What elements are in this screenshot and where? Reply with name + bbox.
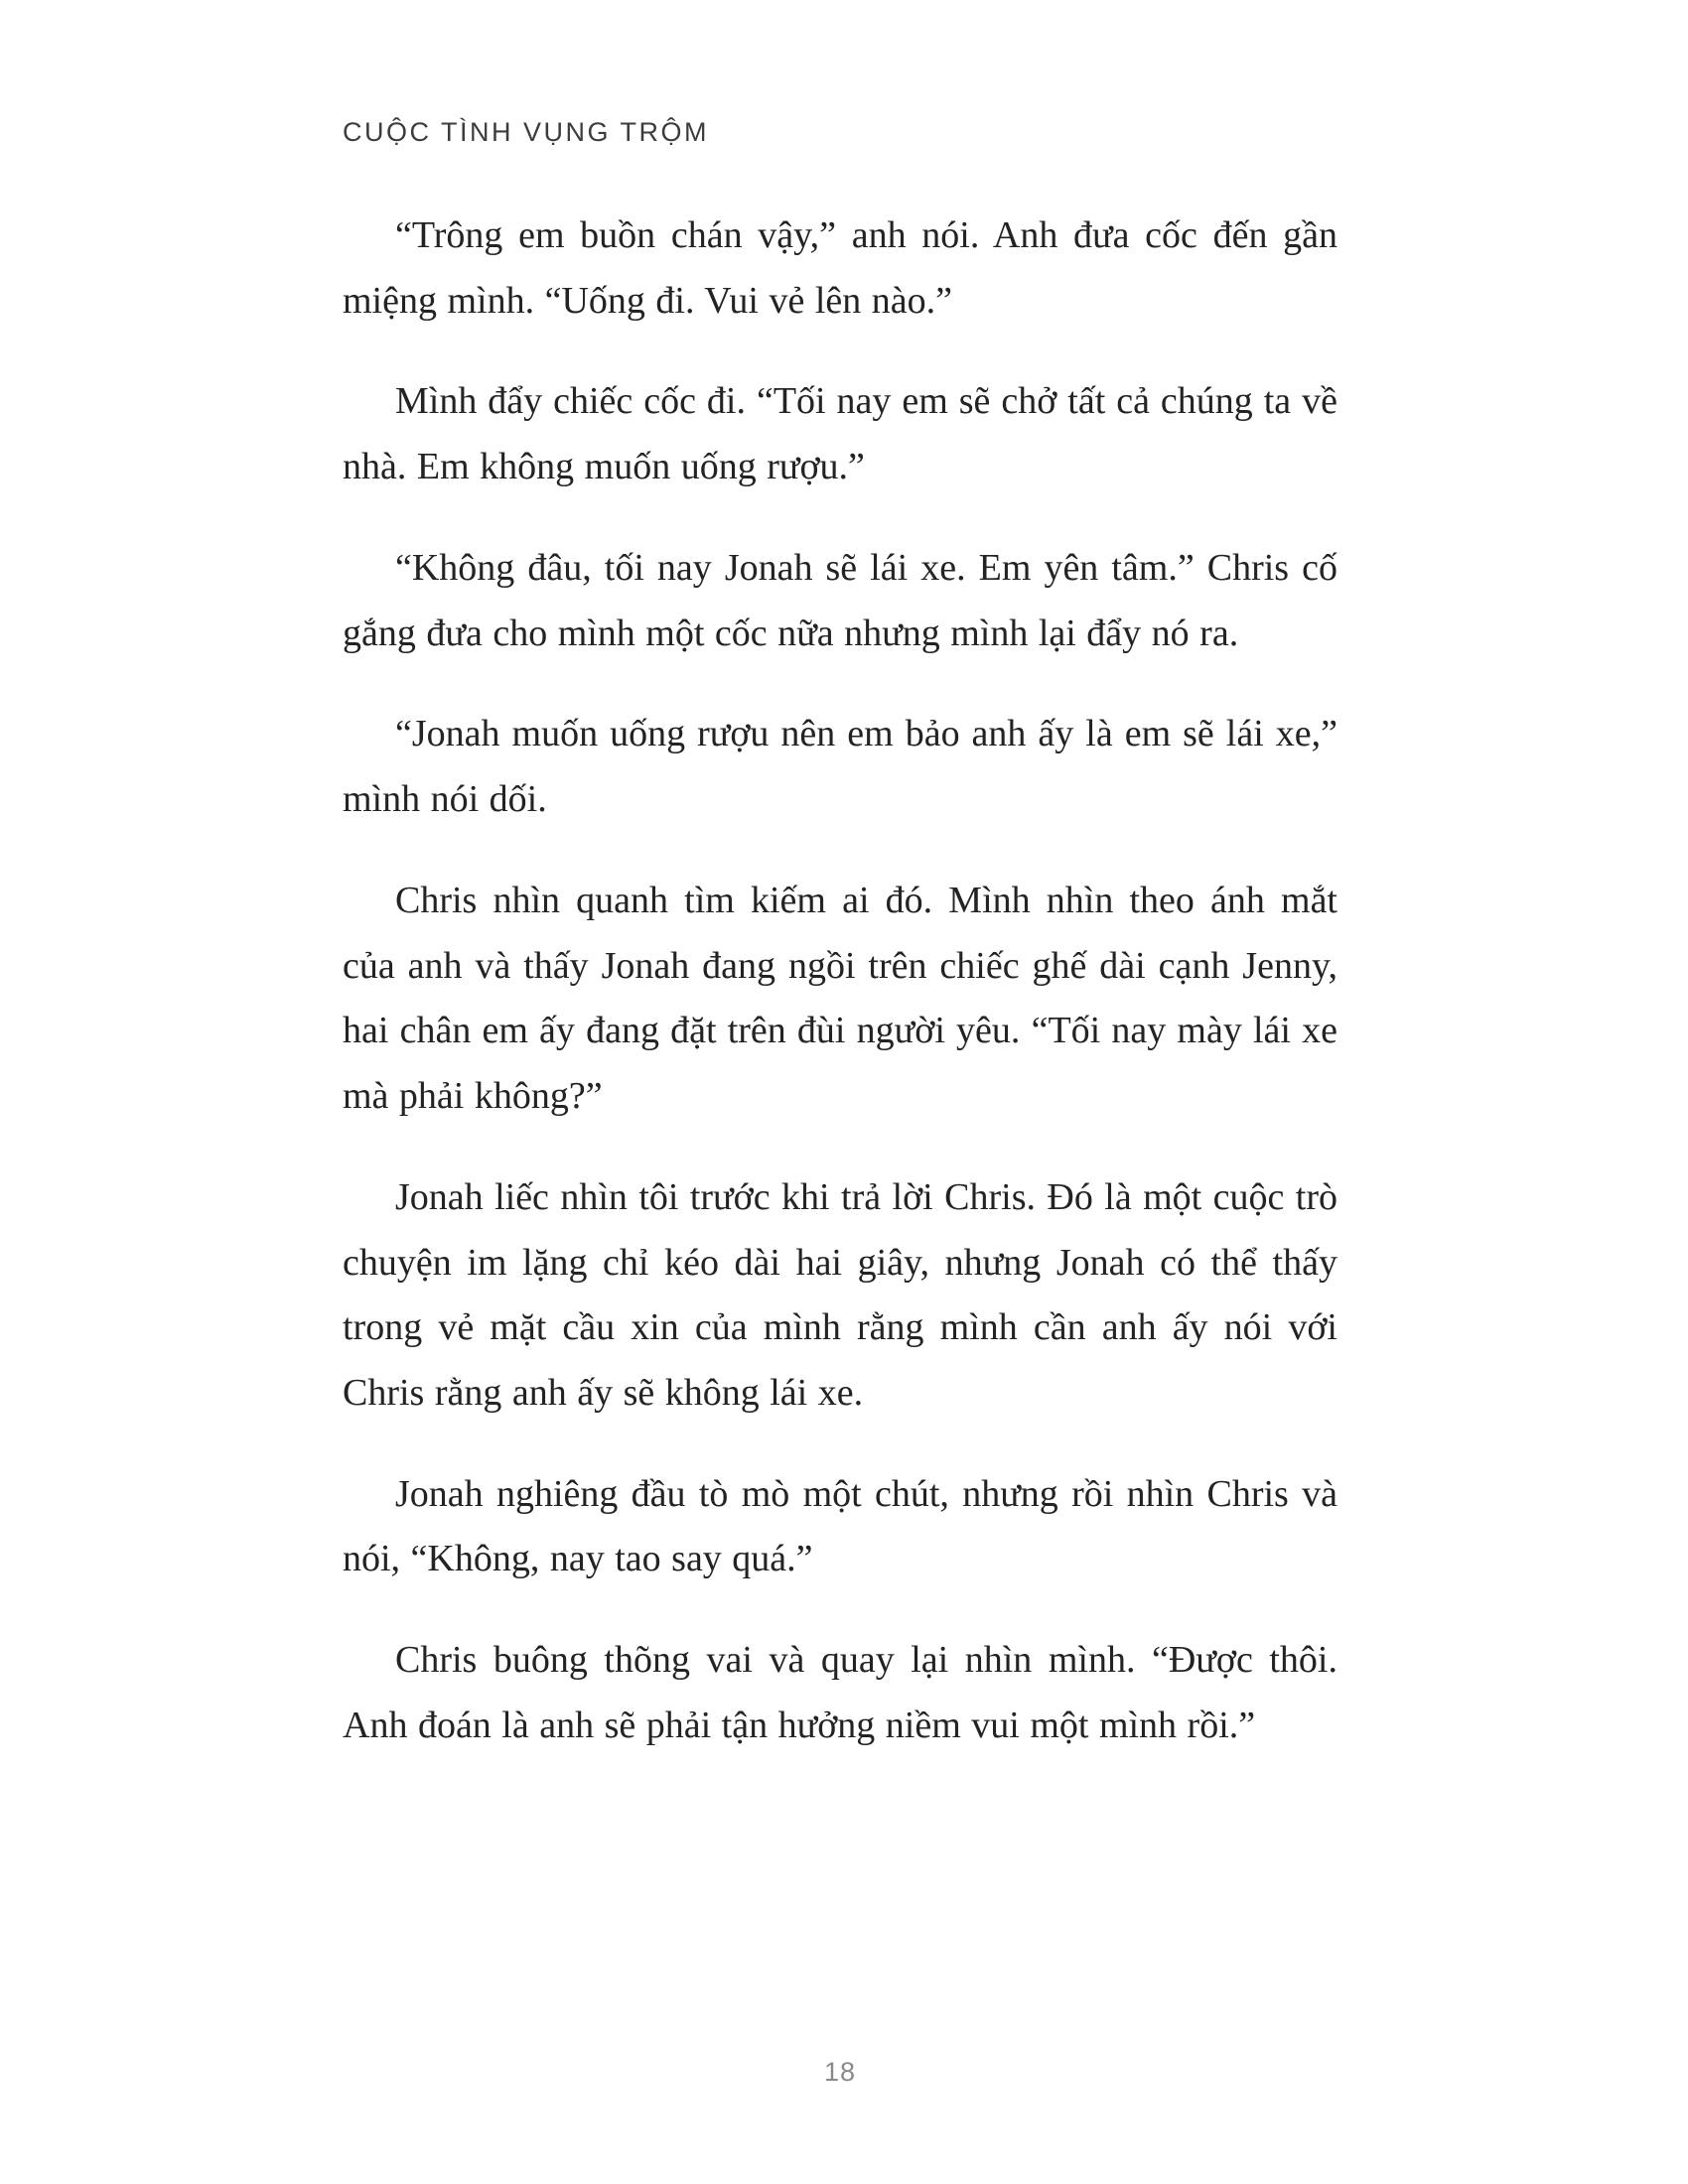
- paragraph: “Không đâu, tối nay Jonah sẽ lái xe. Em yên tâm.” Chris cố gắng đưa cho mình một cốc nữa nhưng mình lại đẩy nó ra.: [343, 546, 1337, 654]
- paragraph: “Trông em buồn chán vậy,” anh nói. Anh đưa cốc đến gần miệng mình. “Uống đi. Vui vẻ lên nào.”: [343, 214, 1337, 322]
- paragraph: “Jonah muốn uống rượu nên em bảo anh ấy là em sẽ lái xe,” mình nói dối.: [343, 713, 1337, 821]
- paragraph: Jonah nghiêng đầu tò mò một chút, nhưng rồi nhìn Chris và nói, “Không, nay tao say quá.”: [343, 1472, 1337, 1580]
- paragraph: Mình đẩy chiếc cốc đi. “Tối nay em sẽ chở tất cả chúng ta về nhà. Em không muốn uống rượu.”: [343, 380, 1337, 488]
- paragraph: Jonah liếc nhìn tôi trước khi trả lời Chris. Đó là một cuộc trò chuyện im lặng chỉ kéo dài hai giây, nhưng Jonah có thể thấy trong vẻ mặt cầu xin của mình rằng mình cần anh ấy nói với Chris rằng anh ấy sẽ không lái xe.: [343, 1175, 1337, 1415]
- page-number: 18: [823, 2057, 857, 2087]
- paragraph: Chris buông thõng vai và quay lại nhìn mình. “Được thôi. Anh đoán là anh sẽ phải tận hưởng niềm vui một mình rồi.”: [343, 1639, 1337, 1746]
- paragraph: Chris nhìn quanh tìm kiếm ai đó. Mình nhìn theo ánh mắt của anh và thấy Jonah đang ngồi trên chiếc ghế dài cạnh Jenny, hai chân em ấy đang đặt trên đùi người yêu. “Tối nay mày lái xe mà phải không?”: [343, 879, 1337, 1118]
- body-paragraphs: [343, 204, 1337, 1795]
- running-head: CUỘC TÌNH VỤNG TRỘM: [343, 117, 710, 147]
